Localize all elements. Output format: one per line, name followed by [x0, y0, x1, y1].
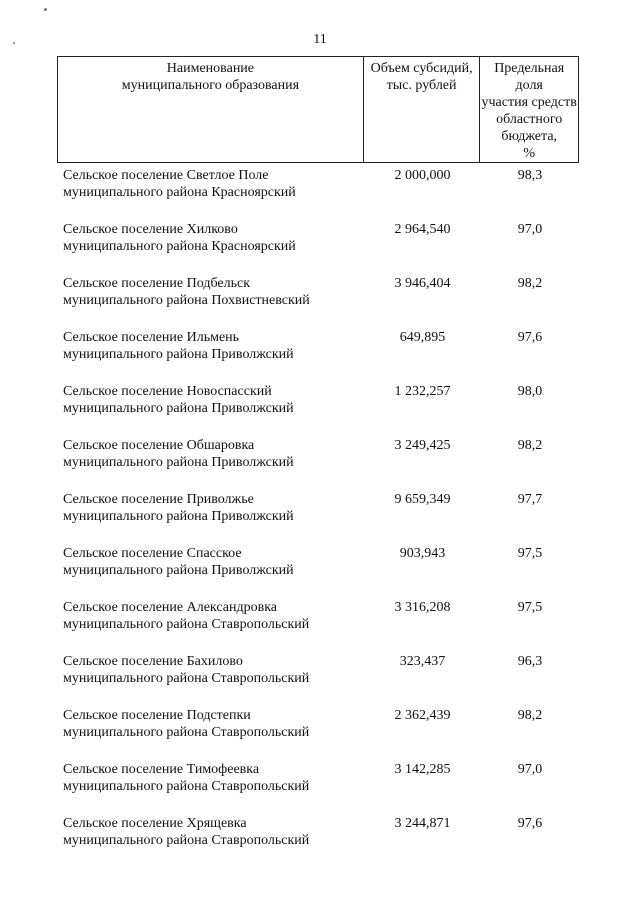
- subsidy-cell: 649,895: [399, 330, 446, 345]
- settlement-name-cell: [57, 653, 364, 707]
- share-cell: 97,6: [517, 330, 543, 345]
- settlement-name-cell: [57, 437, 364, 491]
- table-row: [57, 815, 579, 869]
- share-cell: 97,6: [517, 816, 543, 831]
- table-row: [57, 275, 579, 329]
- table-row: [57, 491, 579, 545]
- settlement-name-cell: [57, 815, 364, 869]
- settlement-name-line: Сельское поселение Хрящевка: [63, 816, 247, 831]
- subsidy-cell: 3 142,285: [394, 762, 451, 777]
- subsidy-cell: 1 232,257: [394, 384, 451, 399]
- header-name-line: муниципального образования: [121, 78, 300, 93]
- table-row: [57, 653, 579, 707]
- table-row: [57, 329, 579, 383]
- settlement-name-line: муниципального района Красноярский: [63, 239, 296, 254]
- table-row: [57, 545, 579, 599]
- share-cell: 98,0: [517, 384, 543, 399]
- header-share: [480, 57, 578, 162]
- settlement-name-line: Сельское поселение Новоспасский: [63, 384, 272, 399]
- header-share-line: бюджета,: [501, 129, 558, 144]
- table-row: [57, 707, 579, 761]
- settlement-name-line: Сельское поселение Хилково: [63, 222, 238, 237]
- settlement-name-cell: [57, 761, 364, 815]
- subsidy-cell: 2 000,000: [394, 168, 451, 183]
- header-share-line: Предельная: [494, 61, 565, 76]
- share-cell: 97,7: [517, 492, 543, 507]
- settlement-name-line: Сельское поселение Подстепки: [63, 708, 251, 723]
- subsidy-cell: 3 316,208: [394, 600, 451, 615]
- settlement-name-line: муниципального района Приволжский: [63, 347, 294, 362]
- settlement-name-line: Сельское поселение Спасское: [63, 546, 242, 561]
- table-row: [57, 761, 579, 815]
- table-row: [57, 599, 579, 653]
- header-subsidy-line: тыс. рублей: [386, 78, 457, 93]
- subsidy-cell: 3 244,871: [394, 816, 451, 831]
- settlement-name-cell: [57, 167, 364, 221]
- subsidy-cell: 2 964,540: [394, 222, 451, 237]
- settlement-name-cell: [57, 275, 364, 329]
- subsidy-cell: 323,437: [399, 654, 446, 669]
- settlement-name-line: муниципального района Приволжский: [63, 455, 294, 470]
- share-cell: 97,5: [517, 600, 543, 615]
- settlement-name-cell: [57, 707, 364, 761]
- header-share-line: %: [523, 146, 536, 161]
- settlement-name-line: муниципального района Красноярский: [63, 185, 296, 200]
- settlement-name-line: Сельское поселение Подбельск: [63, 276, 250, 291]
- settlement-name-cell: [57, 491, 364, 545]
- settlement-name-cell: [57, 545, 364, 599]
- subsidy-cell: 9 659,349: [394, 492, 451, 507]
- table-row: [57, 383, 579, 437]
- subsidy-cell: 2 362,439: [394, 708, 451, 723]
- settlement-name-line: Сельское поселение Ильмень: [63, 330, 240, 345]
- table-body: [57, 167, 579, 869]
- settlement-name-line: муниципального района Ставропольский: [63, 671, 310, 686]
- settlement-name-line: муниципального района Похвистневский: [63, 293, 310, 308]
- subsidy-table: [57, 56, 579, 869]
- subsidy-cell: 3 946,404: [394, 276, 451, 291]
- settlement-name-line: муниципального района Ставропольский: [63, 833, 310, 848]
- settlement-name-cell: [57, 221, 364, 275]
- table-row: [57, 437, 579, 491]
- settlement-name-line: муниципального района Приволжский: [63, 509, 294, 524]
- settlement-name-line: Сельское поселение Приволжье: [63, 492, 254, 507]
- share-cell: 97,0: [517, 222, 543, 237]
- share-cell: 98,3: [517, 168, 543, 183]
- settlement-name-cell: [57, 383, 364, 437]
- share-cell: 97,0: [517, 762, 543, 777]
- header-subsidy-line: Объем субсидий,: [370, 61, 473, 76]
- header-subsidy: [364, 57, 481, 162]
- table-row: [57, 167, 579, 221]
- header-name: [58, 57, 364, 162]
- header-name-line: Наименование: [166, 61, 255, 76]
- settlement-name-cell: [57, 329, 364, 383]
- header-share-line: областного: [496, 112, 563, 127]
- settlement-name-line: Сельское поселение Александровка: [63, 600, 278, 615]
- scan-speck: [44, 8, 47, 11]
- table-header: [57, 56, 579, 163]
- settlement-name-line: Сельское поселение Бахилово: [63, 654, 243, 669]
- header-share-line: участия средств: [481, 95, 577, 110]
- header-share-line: доля: [515, 78, 543, 93]
- settlement-name-line: муниципального района Приволжский: [63, 563, 294, 578]
- settlement-name-cell: [57, 599, 364, 653]
- settlement-name-line: муниципального района Ставропольский: [63, 617, 310, 632]
- settlement-name-line: муниципального района Ставропольский: [63, 779, 310, 794]
- share-cell: 96,3: [517, 654, 543, 669]
- page-number: 11: [313, 32, 327, 47]
- settlement-name-line: муниципального района Приволжский: [63, 401, 294, 416]
- share-cell: 98,2: [517, 276, 543, 291]
- share-cell: 97,5: [517, 546, 543, 561]
- subsidy-cell: 903,943: [399, 546, 446, 561]
- settlement-name-line: Сельское поселение Обшаровка: [63, 438, 255, 453]
- share-cell: 98,2: [517, 438, 543, 453]
- settlement-name-line: муниципального района Ставропольский: [63, 725, 310, 740]
- table-row: [57, 221, 579, 275]
- subsidy-cell: 3 249,425: [394, 438, 451, 453]
- settlement-name-line: Сельское поселение Тимофеевка: [63, 762, 260, 777]
- share-cell: 98,2: [517, 708, 543, 723]
- settlement-name-line: Сельское поселение Светлое Поле: [63, 168, 269, 183]
